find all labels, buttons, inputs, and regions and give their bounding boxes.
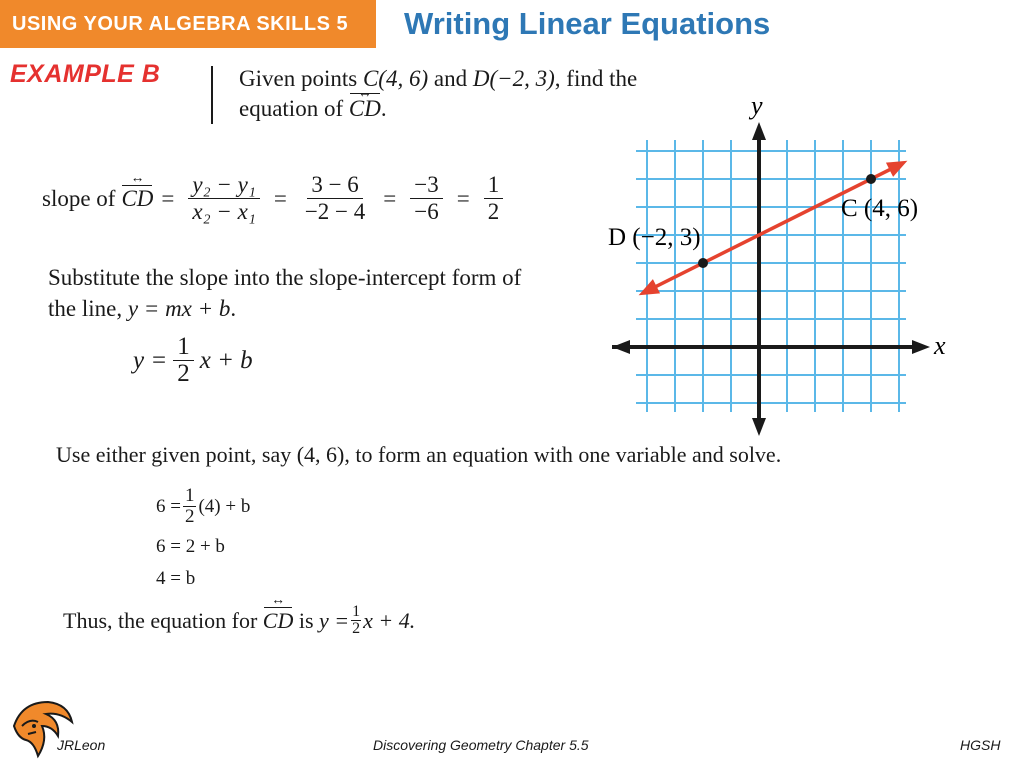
solve-step-3: 4 = b [156,568,196,589]
page-title: Writing Linear Equations [404,6,771,41]
equation-left: y = [133,346,168,374]
point-c [866,174,876,184]
y-axis-label: y [751,91,763,120]
prompt-text: Given points [239,66,363,91]
section-banner: USING YOUR ALGEBRA SKILLS 5 [0,0,376,48]
substitute-line1: Substitute the slope into the slope-intercept form of [48,265,522,290]
point-c-label: C (4, 6) [841,195,919,222]
x-axis-arrow-left [612,340,630,354]
fraction-numerator: 1 [352,603,361,620]
point-d [698,258,708,268]
fraction-numerator: 1 [184,485,195,506]
equation-right: x + b [199,346,253,374]
fraction-denominator: x₂ − x₁ [192,199,256,224]
footer-author: JRLeon [57,737,106,753]
fraction-numerator: 1 [484,172,504,199]
conclusion-is: is [293,607,320,633]
y-axis-arrow-up [752,122,766,140]
partial-equation [133,334,253,387]
slope-result-fraction [484,172,504,225]
conclusion-eq-right: x + 4. [363,607,416,633]
footer-school: HGSH [960,737,1001,753]
prompt-end: . [380,96,387,121]
slope-label: slope of [42,185,116,211]
substituted-fraction [301,172,369,225]
line-arrowhead-right [886,161,907,177]
school-mascot-logo [8,696,76,764]
fraction-denominator: 2 [487,199,500,224]
simplified-fraction [410,172,442,225]
use-point-text: Use either given point, say (4, 6), to form an equation with one variable and solve. [56,442,782,467]
fraction-denominator: 2 [352,620,361,637]
point-d-label: D (−2, 3) [608,224,701,251]
prompt-after: , find the equation of [239,66,638,121]
coordinate-graph [600,90,950,445]
point-d-text: D(−2, 3) [472,66,555,91]
conclusion-eq-left: y = [319,607,350,633]
conclusion-before: Thus, the equation for [63,607,263,633]
equals-sign: = [161,185,175,211]
fraction-denominator: 2 [184,506,195,527]
equals-sign: = [456,185,470,211]
solve-step-1 [156,486,250,527]
conclusion-line-notation: CD ↔ [263,608,294,634]
equals-sign: = [383,185,397,211]
fraction-numerator: 3 − 6 [307,172,362,199]
x-axis-arrow-right [912,340,930,354]
example-label: EXAMPLE B [10,60,161,88]
fraction-denominator: −2 − 4 [304,199,366,224]
footer-source: Discovering Geometry Chapter 5.5 [373,737,589,753]
substitute-line2-end: . [230,296,237,321]
line-arrowhead-left [639,279,660,295]
line-cd-notation: CD ↔ [349,94,381,124]
equals-sign: = [273,185,287,211]
x-axis-label: x [934,331,946,360]
fraction-numerator: −3 [410,172,442,199]
conclusion-text [63,604,415,637]
slope-formula-fraction [188,172,259,225]
half-fraction [173,334,194,387]
substitute-line2-text: the line, [48,296,128,321]
substitute-paragraph [48,262,588,324]
fraction-denominator: −6 [414,199,439,224]
slope-intercept-form: y = mx + b [127,296,231,321]
step1-fraction [183,486,197,527]
solve-step-2: 6 = 2 + b [156,536,225,557]
fraction-numerator: 1 [173,334,194,361]
conclusion-fraction [351,604,361,637]
divider [211,66,213,124]
step1-right: (4) + b [198,495,251,517]
substitute-line2 [48,293,588,324]
fraction-numerator: y₂ − y₁ [188,172,259,199]
slope-line-notation: CD ↔ [121,186,153,212]
prompt-and: and [428,66,473,91]
fraction-denominator: 2 [177,360,190,387]
step1-left: 6 = [156,495,181,517]
slope-equation [42,172,509,225]
y-axis-arrow-down [752,418,766,436]
point-c-text: C(4, 6) [362,66,429,91]
